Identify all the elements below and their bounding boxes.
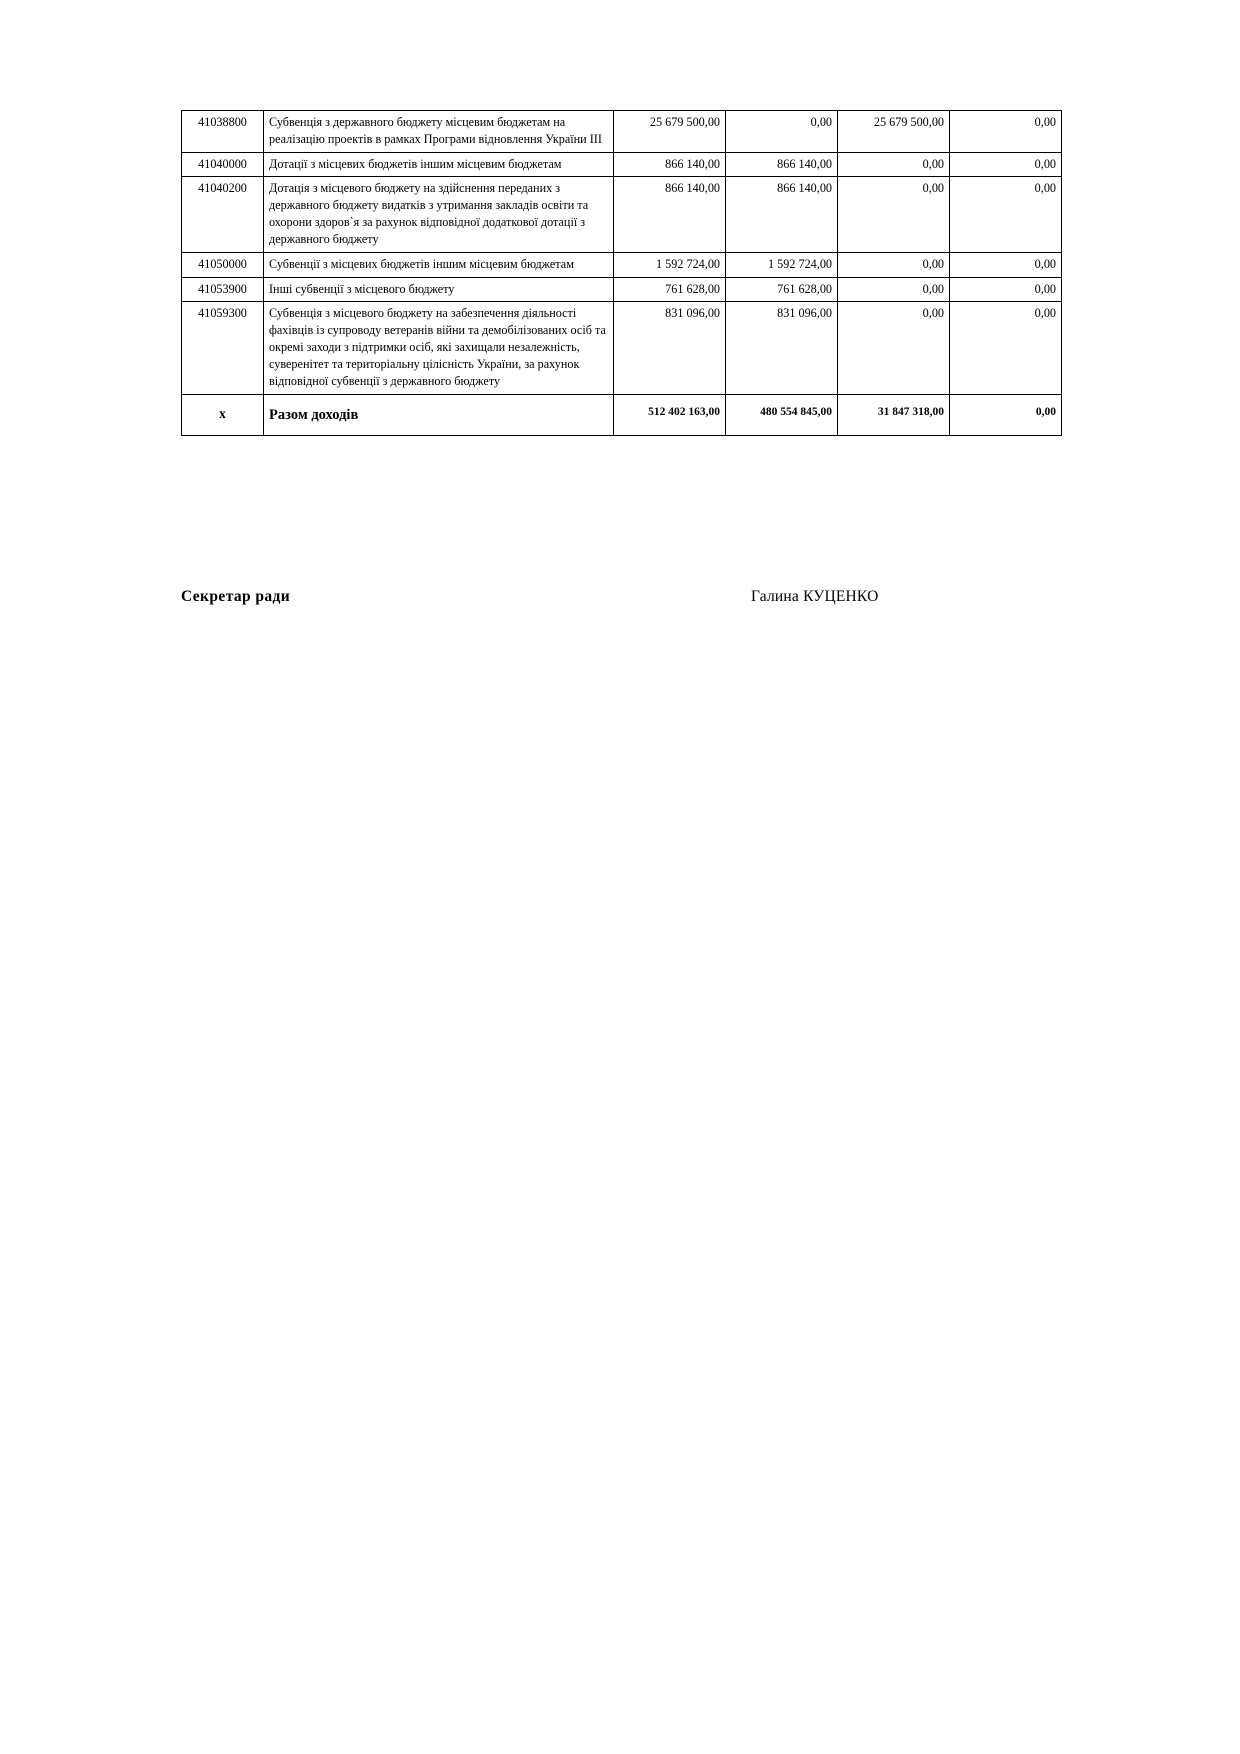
- budget-revenue-table: [181, 110, 1062, 436]
- row-code: 41040000: [182, 152, 264, 177]
- row-code: 41040200: [182, 177, 264, 252]
- row-value-general: 761 628,00: [726, 277, 838, 302]
- row-value-total: 761 628,00: [614, 277, 726, 302]
- row-value-special: 25 679 500,00: [838, 111, 950, 153]
- row-name: Інші субвенції з місцевого бюджету: [264, 277, 614, 302]
- row-value-total: 866 140,00: [614, 177, 726, 252]
- table-row: [182, 252, 1062, 277]
- total-value-total: 512 402 163,00: [614, 394, 726, 435]
- row-value-development: 0,00: [950, 111, 1062, 153]
- row-value-development: 0,00: [950, 252, 1062, 277]
- signature-block: [181, 588, 1061, 614]
- row-value-general: 1 592 724,00: [726, 252, 838, 277]
- row-code: 41038800: [182, 111, 264, 153]
- row-value-general: 0,00: [726, 111, 838, 153]
- table-row: [182, 277, 1062, 302]
- row-value-total: 1 592 724,00: [614, 252, 726, 277]
- table-row: [182, 177, 1062, 252]
- row-code: 41059300: [182, 302, 264, 394]
- row-name: Субвенції з місцевих бюджетів іншим місцевим бюджетам: [264, 252, 614, 277]
- row-name: Дотація з місцевого бюджету на здійснення переданих з державного бюджету видатків з утримання закладів освіти та охорони здоров`я за рахунок відповідної додаткової дотації з державного бюджету: [264, 177, 614, 252]
- total-code: х: [182, 394, 264, 435]
- row-value-general: 831 096,00: [726, 302, 838, 394]
- row-value-special: 0,00: [838, 277, 950, 302]
- signature-name: Галина КУЦЕНКО: [751, 588, 879, 605]
- table-row: [182, 152, 1062, 177]
- row-value-general: 866 140,00: [726, 177, 838, 252]
- row-code: 41050000: [182, 252, 264, 277]
- row-value-total: 831 096,00: [614, 302, 726, 394]
- total-label: Разом доходів: [264, 394, 614, 435]
- table-row: [182, 302, 1062, 394]
- total-value-general: 480 554 845,00: [726, 394, 838, 435]
- total-value-development: 0,00: [950, 394, 1062, 435]
- row-value-general: 866 140,00: [726, 152, 838, 177]
- row-value-special: 0,00: [838, 252, 950, 277]
- signature-title: Секретар ради: [181, 588, 291, 605]
- row-value-total: 25 679 500,00: [614, 111, 726, 153]
- row-value-special: 0,00: [838, 177, 950, 252]
- row-value-development: 0,00: [950, 152, 1062, 177]
- table-row-total: [182, 394, 1062, 435]
- total-value-special: 31 847 318,00: [838, 394, 950, 435]
- row-value-total: 866 140,00: [614, 152, 726, 177]
- row-value-development: 0,00: [950, 302, 1062, 394]
- row-code: 41053900: [182, 277, 264, 302]
- row-name: Дотації з місцевих бюджетів іншим місцевим бюджетам: [264, 152, 614, 177]
- row-name: Субвенція з державного бюджету місцевим бюджетам на реалізацію проектів в рамках Програми відновлення України ІІІ: [264, 111, 614, 153]
- table-row: [182, 111, 1062, 153]
- row-value-special: 0,00: [838, 302, 950, 394]
- row-value-development: 0,00: [950, 177, 1062, 252]
- row-name: Субвенція з місцевого бюджету на забезпечення діяльності фахівців із супроводу ветеранів війни та демобілізованих осіб та окремі заходи з підтримки осіб, які захищали незалежність, суверенітет та територіальну цілісність України, за рахунок відповідної субвенції з державного бюджету: [264, 302, 614, 394]
- row-value-special: 0,00: [838, 152, 950, 177]
- row-value-development: 0,00: [950, 277, 1062, 302]
